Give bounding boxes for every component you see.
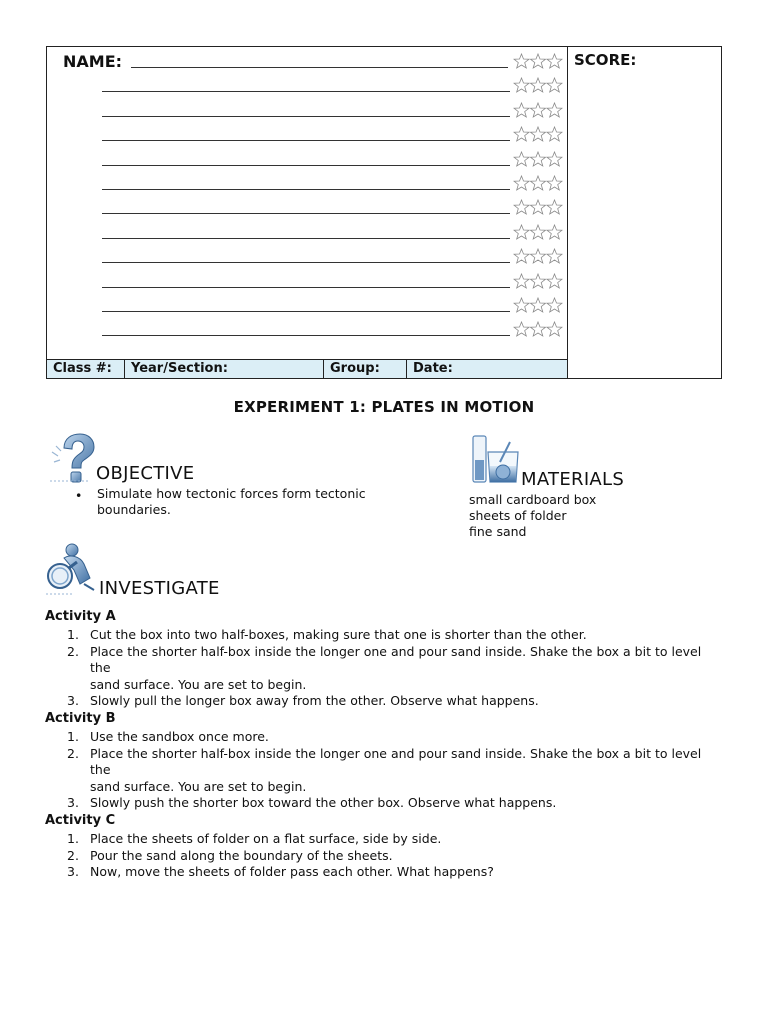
class-number-label: Class #: [53, 361, 112, 376]
date-field[interactable] [407, 360, 567, 378]
star-icon-group [513, 198, 563, 216]
scientist-magnifier-icon [44, 540, 100, 596]
step-text: Place the sheets of folder on a flat surface, side by side. [90, 831, 442, 846]
name-line-field[interactable] [102, 140, 510, 141]
activity-steps [45, 627, 725, 710]
materials-heading: MATERIALS [521, 469, 625, 490]
star-icon-group [513, 125, 563, 143]
rating-stars[interactable] [513, 150, 563, 170]
step-text: Slowly push the shorter box toward the other box. Observe what happens. [90, 795, 557, 810]
step-number: 3. [67, 864, 79, 879]
name-line-field[interactable] [102, 311, 510, 312]
star-icon-group [513, 223, 563, 241]
step-text: Now, move the sheets of folder pass each other. What happens? [90, 864, 494, 879]
step-text: Pour the sand along the boundary of the sheets. [90, 847, 393, 863]
name-line-field[interactable] [102, 189, 510, 190]
rating-stars[interactable] [513, 320, 563, 340]
step-number: 2. [67, 847, 79, 863]
rating-stars[interactable] [513, 223, 563, 243]
step-number: 3. [67, 693, 79, 708]
objective-text-line-2: boundaries. [97, 502, 171, 517]
activity-step [45, 795, 725, 812]
step-text: sand surface. You are set to begin. [90, 676, 307, 692]
name-line-field[interactable] [102, 213, 510, 214]
star-icon-group [513, 320, 563, 338]
step-text: Use the sandbox once more. [90, 729, 269, 744]
rating-stars[interactable] [513, 76, 563, 96]
star-icon-group [513, 247, 563, 265]
rating-stars[interactable] [513, 296, 563, 316]
activity-title: Activity A [45, 609, 116, 624]
lab-beaker-icon [470, 434, 522, 486]
star-icon-group [513, 296, 563, 314]
rating-stars[interactable] [513, 247, 563, 267]
year-section-label: Year/Section: [131, 361, 228, 376]
activity-step [45, 644, 725, 694]
score-box[interactable] [567, 47, 721, 378]
objective-text-line-1: Simulate how tectonic forces form tectonic [97, 486, 366, 501]
name-row [47, 50, 567, 74]
objective-bullet: • [75, 488, 83, 503]
step-number: 1. [67, 831, 79, 846]
year-section-field[interactable] [125, 360, 324, 378]
step-number: 1. [67, 627, 79, 642]
activity-step [45, 746, 725, 796]
rating-stars[interactable] [513, 125, 563, 145]
name-row [47, 221, 567, 245]
investigate-heading: INVESTIGATE [99, 578, 220, 599]
activity-step [45, 864, 725, 881]
activity-steps [45, 831, 725, 881]
step-number: 2. [67, 745, 79, 761]
class-number-field[interactable] [47, 360, 125, 378]
name-label: NAME: [63, 52, 123, 71]
star-icon-group [513, 174, 563, 192]
rating-stars[interactable] [513, 272, 563, 292]
activity-title: Activity B [45, 711, 116, 726]
star-icon-group [513, 76, 563, 94]
rating-stars[interactable] [513, 101, 563, 121]
name-line-field[interactable] [102, 335, 510, 336]
names-area [47, 47, 567, 359]
name-row [47, 148, 567, 172]
group-field[interactable] [324, 360, 407, 378]
step-text: Cut the box into two half-boxes, making sure that one is shorter than the other. [90, 627, 587, 642]
name-row [47, 123, 567, 147]
name-row [47, 74, 567, 98]
activity-steps [45, 729, 725, 812]
activity-step [45, 729, 725, 746]
step-number: 3. [67, 795, 79, 810]
step-text: sand surface. You are set to begin. [90, 778, 307, 794]
name-row [47, 294, 567, 318]
step-text: Slowly pull the longer box away from the other. Observe what happens. [90, 693, 539, 708]
star-icon-group [513, 150, 563, 168]
experiment-title: EXPERIMENT 1: PLATES IN MOTION [233, 398, 535, 416]
step-number: 2. [67, 643, 79, 659]
name-row [47, 196, 567, 220]
name-row [47, 318, 567, 342]
step-number: 1. [67, 729, 79, 744]
star-icon-group [513, 272, 563, 290]
name-line-field[interactable] [102, 116, 510, 117]
activity-step [45, 831, 725, 848]
question-mark-icon [50, 432, 98, 484]
rating-stars[interactable] [513, 174, 563, 194]
name-line-field[interactable] [102, 262, 510, 263]
info-row [47, 359, 567, 378]
activity-step [45, 693, 725, 710]
name-row [47, 245, 567, 269]
name-line-field[interactable] [131, 67, 508, 68]
step-text: Place the shorter half-box inside the longer one and pour sand inside. Shake the box a bit to level the [90, 643, 702, 675]
date-label: Date: [413, 361, 453, 376]
name-row [47, 172, 567, 196]
name-row [47, 270, 567, 294]
group-label: Group: [330, 361, 380, 376]
activity-step [45, 848, 725, 865]
material-item: sheets of folder [469, 508, 567, 523]
name-line-field[interactable] [102, 91, 510, 92]
objective-heading: OBJECTIVE [96, 463, 195, 484]
score-label: SCORE: [574, 51, 637, 69]
name-line-field[interactable] [102, 287, 510, 288]
rating-stars[interactable] [513, 52, 563, 72]
name-row [47, 99, 567, 123]
student-info-box [46, 46, 722, 379]
star-icon-group [513, 101, 563, 119]
activity-title: Activity C [45, 813, 116, 828]
material-item: fine sand [469, 524, 527, 539]
step-text: Place the shorter half-box inside the longer one and pour sand inside. Shake the box a bit to level the [90, 745, 702, 777]
name-line-field[interactable] [102, 165, 510, 166]
name-line-field[interactable] [102, 238, 510, 239]
star-icon-group [513, 52, 563, 70]
material-item: small cardboard box [469, 492, 597, 507]
rating-stars[interactable] [513, 198, 563, 218]
activity-step [45, 627, 725, 644]
